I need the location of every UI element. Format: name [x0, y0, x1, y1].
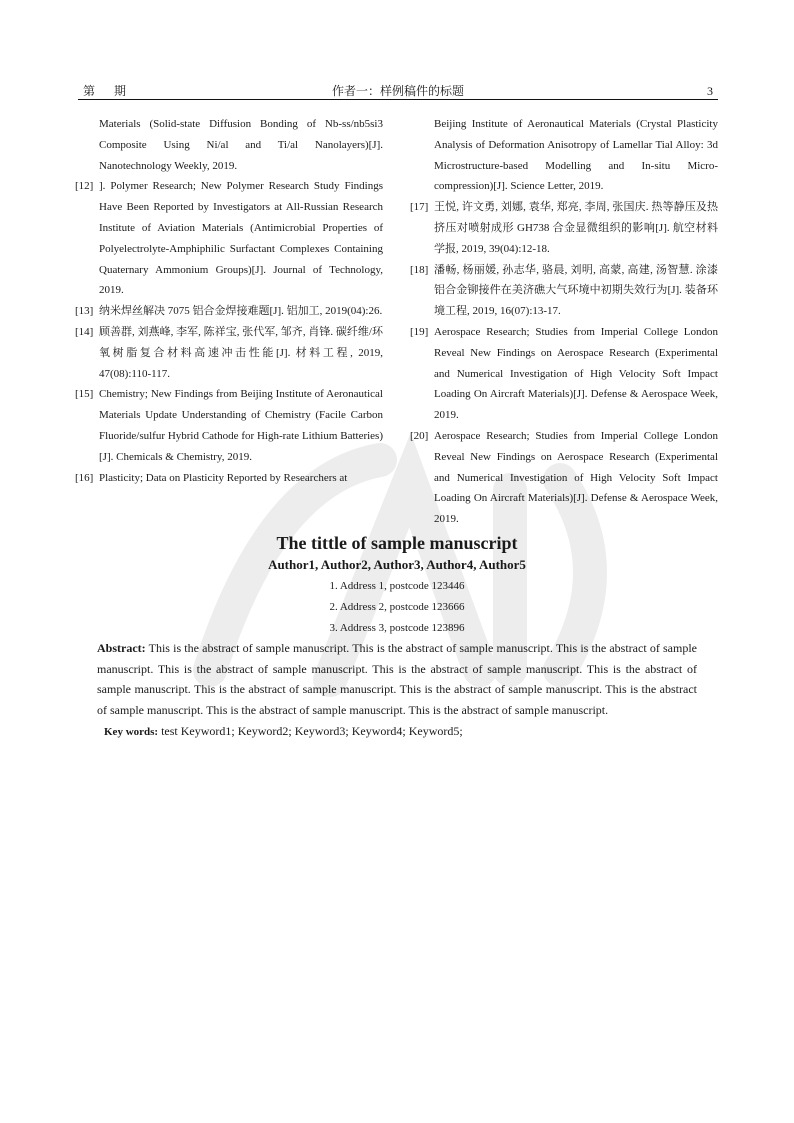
reference-text: Aerospace Research; Studies from Imperial College London Reveal New Findings on Aerospace Research (Experimental and Numerical Investigation of High Velocity Soft Impact Loading On Aircraft Materials)[J]. Defense & Aerospace Week, 2019. — [434, 429, 718, 526]
reference-number: [18] — [410, 263, 429, 276]
reference-item — [410, 260, 718, 322]
reference-item — [410, 197, 718, 259]
reference-number: [16] — [75, 471, 94, 484]
reference-item — [75, 301, 383, 322]
references-left-column — [75, 114, 383, 488]
reference-text: Plasticity; Data on Plasticity Reported by Researchers at — [99, 471, 348, 484]
reference-number: [12] — [75, 180, 94, 193]
address-line: 1. Address 1, postcode 123446 — [329, 580, 465, 592]
reference-text: Aerospace Research; Studies from Imperial College London Reveal New Findings on Aerospace Research (Experimental and Numerical Investigation of High Velocity Soft Impact Loading On Aircraft Materials)[J]. Defense & Aerospace Week, 2019. — [434, 325, 718, 422]
english-keywords — [104, 721, 704, 742]
reference-number: [15] — [75, 388, 94, 401]
reference-number: [17] — [410, 201, 429, 214]
reference-number: [14] — [75, 325, 94, 338]
english-abstract — [97, 638, 697, 720]
abstract-label: Abstract: — [97, 641, 146, 655]
address-line: 3. Address 3, postcode 123896 — [329, 622, 465, 634]
reference-number: [19] — [410, 325, 429, 338]
reference-text: Materials (Solid-state Diffusion Bonding of Nb-ss/nb5si3 Composite Using Ni/al and Ti/al Nanolayers)[J]. Nanotechnology Weekly, 2019. — [99, 118, 383, 172]
reference-item — [410, 114, 718, 197]
reference-item — [410, 426, 718, 530]
reference-item — [75, 468, 383, 489]
reference-number: [13] — [75, 305, 94, 318]
reference-text: 潘畅, 杨丽媛, 孙志华, 骆晨, 刘明, 高蒙, 高建, 汤智慧. 涂漆铝合金铆接件在美济礁大气环境中初期失效行为[J]. 装备环境工程, 2019, 16(07):13-17. — [434, 263, 718, 318]
reference-item — [75, 384, 383, 467]
header-rule — [78, 99, 718, 100]
reference-item — [410, 322, 718, 426]
reference-text: Chemistry; New Findings from Beijing Institute of Aeronautical Materials Update Understanding of Chemistry (Facile Carbon Fluoride/sulfur Hybrid Cathode for High-rate Lithium Batteries)[J]. Chemicals & Chemistry, 2019. — [99, 388, 383, 463]
abstract-text: This is the abstract of sample manuscript. This is the abstract of sample manuscript. This is the abstract of sample manuscript. This is the abstract of sample manuscript. This is the abstract of sample manuscript. This is the abstract of sample manuscript. This is the abstract of sample manuscript. This is the abstract of sample manuscript. This is the abstract of sample manuscript. This is the abstract of sample manuscript. This is the abstract of sample manuscript. — [97, 641, 697, 717]
reference-text: 顾善群, 刘燕峰, 李军, 陈祥宝, 张代军, 邹齐, 肖锋. 碳纤维/环氧树脂复合材料高速冲击性能[J]. 材料工程, 2019, 47(08):110-117. — [99, 325, 383, 380]
references-right-column — [410, 114, 718, 530]
header-issue-label: 第 期 — [83, 84, 135, 98]
page-number: 3 — [707, 84, 713, 98]
reference-text: Beijing Institute of Aeronautical Materials (Crystal Plasticity Analysis of Deformation Anisotropy of Lamellar Tial Alloy: 3d Microstructure-based Modelling and In-situ Micro-compression)[J]. Science Letter, 2019. — [434, 118, 718, 193]
english-authors: Author1, Author2, Author3, Author4, Author5 — [268, 557, 526, 572]
running-header — [78, 82, 718, 100]
reference-text: ]. Polymer Research; New Polymer Research Study Findings Have Been Reported by Investigators at All-Russian Research Institute of Aviation Materials (Antimicrobial Properties of Polyelectrolyte-Amphiphilic Surfactant Complexes Containing Quaternary Ammonium Groups)[J]. Journal of Technology, 2019. — [99, 180, 383, 297]
reference-text: 纳米焊丝解决 7075 铝合金焊接难题[J]. 铝加工, 2019(04):26. — [99, 305, 383, 318]
reference-text: 王悦, 许文勇, 刘娜, 袁华, 郑亮, 李周, 张国庆. 热等静压及热挤压对喷射成形 GH738 合金显微组织的影响[J]. 航空材料学报, 2019, 39(04):12-18. — [434, 201, 718, 255]
keywords-label: Key words: — [104, 726, 159, 738]
reference-item — [75, 176, 383, 301]
reference-number: [20] — [410, 429, 429, 442]
keywords-text: test Keyword1; Keyword2; Keyword3; Keyword4; Keyword5; — [161, 724, 463, 738]
address-line: 2. Address 2, postcode 123666 — [329, 601, 465, 613]
reference-item — [75, 322, 383, 384]
header-running-title: 作者一：样例稿件的标题 — [331, 84, 464, 98]
reference-item — [75, 114, 383, 176]
english-title: The tittle of sample manuscript — [276, 533, 518, 553]
